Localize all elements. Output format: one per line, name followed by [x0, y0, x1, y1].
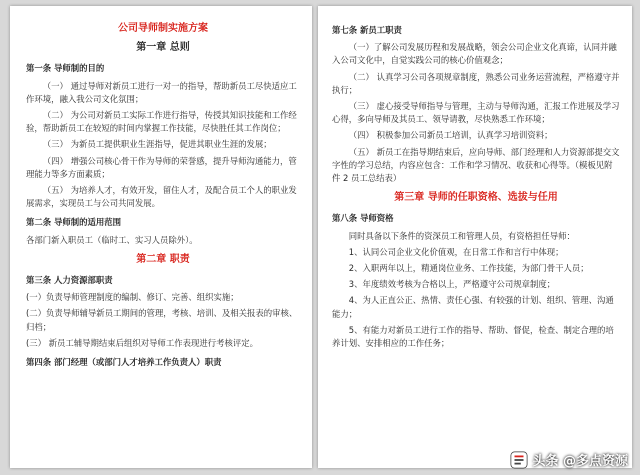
paragraph: （一）了解公司发展历程和发展战略，领会公司企业文化真谛，认同并融入公司文化中，自觉实践公司的核心价值观念；	[332, 42, 617, 66]
paragraph: 各部门新入职员工（临时工、实习人员除外）。	[26, 234, 198, 245]
watermark-text: 头条 @多点资源	[532, 454, 628, 469]
document-title: 公司导师制实施方案	[118, 23, 208, 34]
watermark	[510, 450, 628, 469]
paragraph: （一） 通过导师对新员工进行一对一的指导，帮助新员工尽快适应工作环境，融入我公司文化氛围；	[26, 80, 297, 104]
paragraph: 同时具备以下条件的资深员工和管理人员，有资格担任导师：	[348, 230, 575, 241]
article-heading: 第八条 导师资格	[332, 213, 394, 224]
list-item: 2、入职两年以上，精通岗位业务、工作技能，为部门骨干人员；	[348, 263, 589, 274]
chapter-heading-1: 第一章 总则	[136, 42, 190, 54]
list-item: 3、年度绩效考核为合格以上，严格遵守公司规章制度；	[348, 279, 556, 290]
paragraph: (二）负责导师辅导新员工期间的管理，考核、培训、及相关报表的审核、归档；	[26, 308, 298, 332]
paragraph: (三） 新员工辅导期结束后组织对导师工作表现进行考核评定。	[26, 337, 259, 348]
document-page-left	[10, 6, 312, 468]
article-heading: 第一条 导师制的目的	[26, 63, 105, 74]
paragraph: （二） 认真学习公司各项规章制度，熟悉公司业务运营流程，严格遵守并执行；	[332, 71, 620, 95]
list-item: 1、认同公司企业文化价值观，在日常工作和言行中体现；	[348, 246, 564, 257]
paragraph: （四） 积极参加公司新员工培训，认真学习培训资料；	[348, 130, 553, 141]
paragraph: （五） 新员工在指导期结束后，应向导师、部门经理和人力资源部提交文字性的学习总结，内容应包含：工作和学习情况、收获和心得等。（模板见附件 2 员工总结表）	[332, 146, 620, 184]
list-item: 4、为人正直公正、热情、责任心强、有较强的计划、组织、管理、沟通能力；	[332, 295, 614, 319]
toutiao-logo-icon	[510, 451, 528, 469]
list-item: 5、有能力对新员工进行工作的指导、帮助、督促，检查、制定合理的培养计划、安排相应的工作任务；	[332, 324, 614, 349]
article-heading: 第三条 人力资源部职责	[26, 275, 113, 286]
article-heading: 第七条 新员工职责	[332, 25, 402, 35]
paragraph: （五） 为培养人才，有效开发，留住人才，及配合员工个人的职业发展需求，实现员工与公司共同发展。	[26, 185, 297, 209]
chapter-heading-2: 第二章 职责	[136, 253, 190, 265]
paragraph: （三） 虚心接受导师指导与管理，主动与导师沟通，汇报工作进展及学习心得，多向导师及其员工、领导请教，尽快熟悉工作环境；	[332, 101, 620, 125]
paragraph: （三） 为新员工提供职业生涯指导，促进其职业生涯的发展；	[42, 139, 272, 150]
paragraph: (一）负责导师管理制度的编制、修订、完善、组织实施；	[26, 292, 239, 303]
article-heading: 第四条 部门经理（或部门人才培养工作负责人）职责	[26, 357, 222, 368]
paragraph: （二） 为公司对新员工实际工作进行指导，传授其知识技能和工作经验，帮助新员工在较短的时间内掌握工作技能，尽快胜任其工作岗位；	[26, 110, 297, 134]
document-page-right	[318, 6, 632, 468]
article-heading: 第二条 导师制的适用范围	[26, 217, 122, 228]
chapter-heading-3: 第三章 导师的任职资格、选拔与任用	[394, 192, 558, 204]
paragraph: （四） 增强公司核心骨干作为导师的荣誉感，提升导师沟通能力，管理能力等多方面素质；	[26, 155, 297, 179]
